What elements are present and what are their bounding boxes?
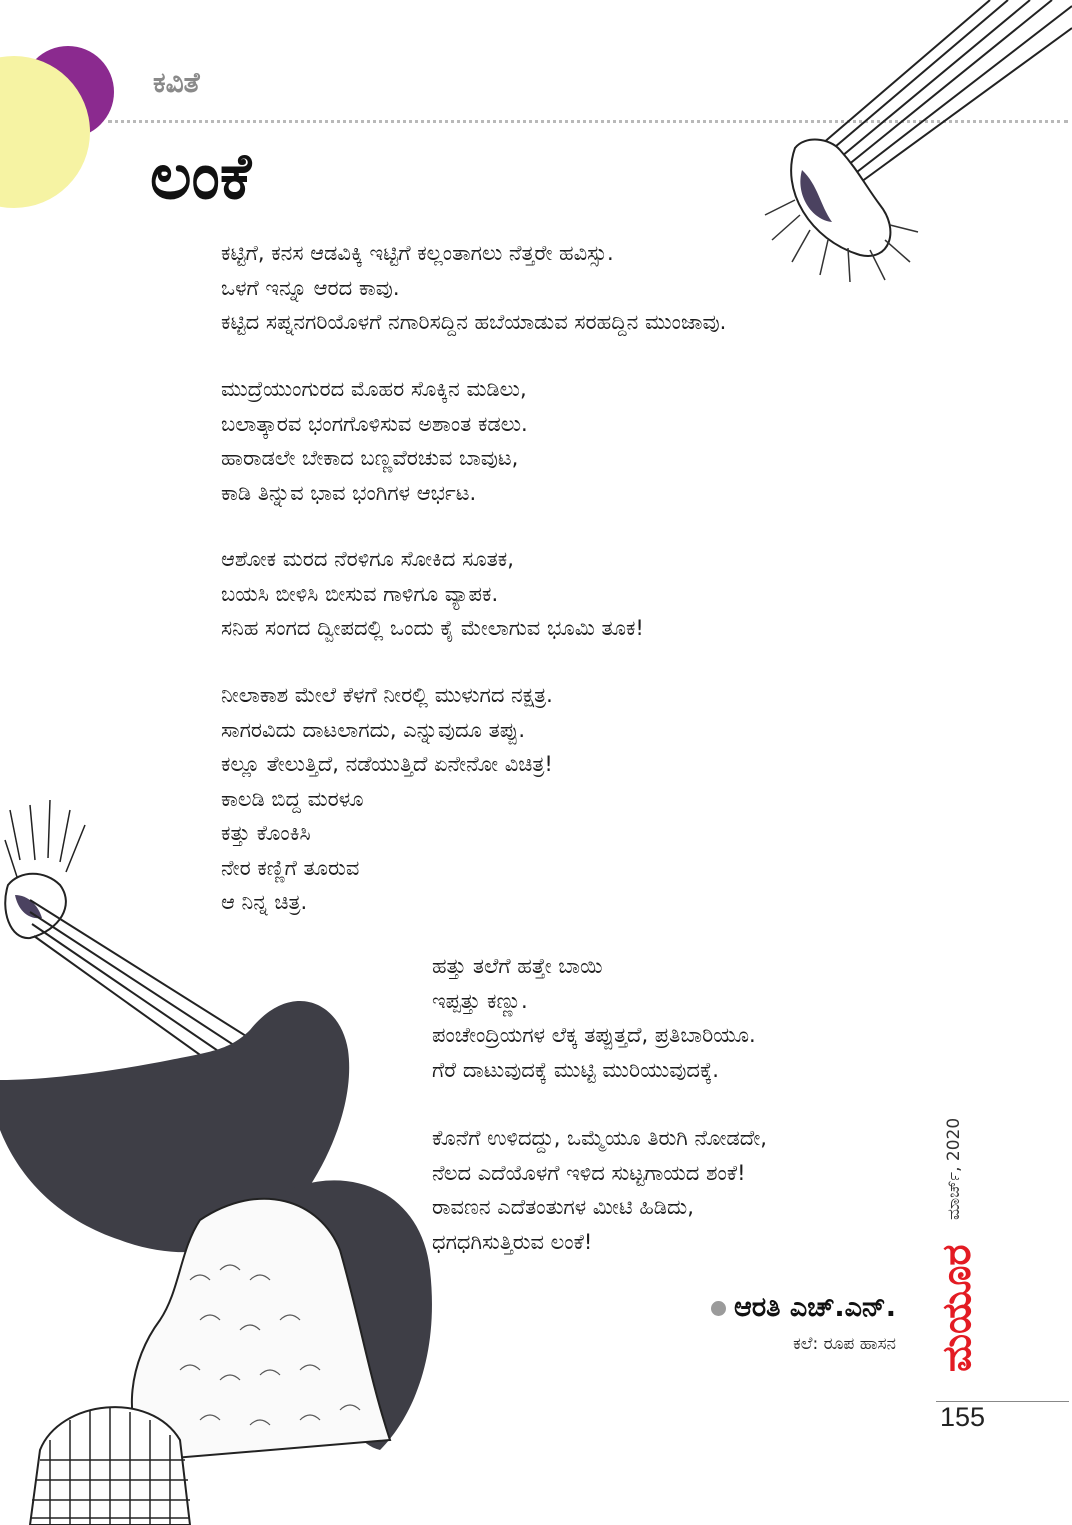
poem-line: ಕತ್ತು ಕೊಂಕಿಸಿ xyxy=(221,821,311,845)
bullet-dot-icon xyxy=(711,1301,726,1316)
poem-line: ಕಟ್ಟಿದ ಸಪ್ನನಗರಿಯೊಳಗೆ ನಗಾರಿಸದ್ದಿನ ಹಬೆಯಾಡುವ ಸರಹದ್ದಿನ ಮುಂಜಾವು. xyxy=(221,310,727,334)
poem-line: ಕಾಡಿ ತಿನ್ನುವ ಭಾವ ಭಂಗಿಗಳ ಆರ್ಭಟ. xyxy=(221,480,477,505)
section-label: ಕವಿತೆ xyxy=(153,66,200,99)
poem-line: ಆ ನಿನ್ನ ಚಿತ್ರ. xyxy=(221,890,308,914)
poem-stanza-1 xyxy=(221,236,726,340)
poem-stanza-3 xyxy=(221,542,644,646)
poem-line: ಸಾಗರವಿದು ದಾಟಲಾಗದು, ಎನ್ನುವುದೂ ತಪ್ಪು. xyxy=(221,717,526,742)
poem-line: ಹತ್ತು ತಲೆಗೆ ಹತ್ತೇ ಬಾಯಿ xyxy=(432,954,603,978)
magazine-logo: ಮಯೂರ xyxy=(934,1244,980,1372)
poem-line: ಕೊನೆಗೆ ಉಳಿದದ್ದು, ಒಮ್ಮೆಯೂ ತಿರುಗಿ ನೋಡದೇ, xyxy=(432,1126,767,1150)
page-number: 155 xyxy=(940,1402,986,1432)
circle-decoration-icon xyxy=(0,0,120,210)
poem-line: ಗೆರೆ ದಾಟುವುದಕ್ಕೆ ಮುಟ್ಟಿ ಮುರಿಯುವುದಕ್ಕೆ. xyxy=(432,1057,719,1082)
hand-holding-strings-illustration xyxy=(740,0,1072,290)
poem-line: ಬಯಸಿ ಬೀಳಿಸಿ ಬೀಸುವ ಗಾಳಿಗೂ ವ್ಯಾಪಕ. xyxy=(221,581,499,606)
poem-line: ನೇರ ಕಣ್ಣಿಗೆ ತೂರುವ xyxy=(221,855,360,880)
poem-stanza-5 xyxy=(432,949,756,1087)
poem-line: ಸನಿಹ ಸಂಗದ ದ್ವೀಪದಲ್ಲಿ ಒಂದು ಕೈ ಮೇಲಾಗುವ ಭೂಮಿ ತೂಕ! xyxy=(221,616,644,640)
art-credit: ಕಲೆ: ರೂಪ ಹಾಸನ xyxy=(793,1334,896,1354)
poem-line: ಮುದ್ರೆಯುಂಗುರದ ಮೊಹರ ಸೊಕ್ಕಿನ ಮಡಿಲು, xyxy=(221,377,527,401)
poem-line: ಬಲಾತ್ಕಾರವ ಭಂಗಗೊಳಿಸುವ ಅಶಾಂತ ಕಡಲು. xyxy=(221,411,528,436)
poem-line: ಕಲ್ಲೂ ತೇಲುತ್ತಿದೆ, ನಡೆಯುತ್ತಿದೆ ಏನೇನೋ ವಿಚಿತ್ರ! xyxy=(221,752,553,776)
page-title: ಲಂಕೆ xyxy=(150,140,252,214)
poem-line: ಕಟ್ಟಿಗೆ, ಕನಸ ಆಡವಿಕ್ಕಿ ಇಟ್ಟಿಗೆ ಕಲ್ಲಂತಾಗಲು ನೆತ್ತರೇ ಹವಿಸ್ಸು. xyxy=(221,241,614,265)
poem-stanza-2 xyxy=(221,372,528,510)
poem-line: ಪಂಚೇಂದ್ರಿಯಗಳ ಲೆಕ್ಕ ತಪ್ಪುತ್ತದೆ, ಪ್ರತಿಬಾರಿಯೂ. xyxy=(432,1023,756,1047)
author-credit xyxy=(711,1292,896,1324)
poem-line: ನೆಲದ ಎದೆಯೊಳಗೆ ಇಳಿದ ಸುಟ್ಟಗಾಯದ ಶಂಕೆ! xyxy=(432,1160,746,1185)
issue-date: ಮಾರ್ಚ್, 2020 xyxy=(944,1117,964,1220)
poem-line: ಕಾಲಡಿ ಬಿದ್ದ ಮರಳೂ xyxy=(221,786,364,811)
poem-stanza-4 xyxy=(221,678,553,920)
poem-line: ಇಪ್ಪತ್ತು ಕಣ್ಣು. xyxy=(432,988,528,1013)
poem-line: ಧಗಧಗಿಸುತ್ತಿರುವ ಲಂಕೆ! xyxy=(432,1229,593,1254)
poem-line: ರಾವಣನ ಎದೆತಂತುಗಳ ಮೀಟಿ ಹಿಡಿದು, xyxy=(432,1195,694,1219)
poem-line: ಹಾರಾಡಲೇ ಬೇಕಾದ ಬಣ್ಣವೆರಚುವ ಬಾವುಟ, xyxy=(221,446,519,470)
poem-stanza-6 xyxy=(432,1121,767,1259)
poem-line: ಒಳಗೆ ಇನ್ನೂ ಆರದ ಕಾವು. xyxy=(221,275,400,300)
poem-line: ನೀಲಾಕಾಶ ಮೇಲೆ ಕೆಳಗೆ ನೀರಲ್ಲಿ ಮುಳುಗದ ನಕ್ಷತ್ರ. xyxy=(221,683,553,707)
poem-line: ಆಶೋಕ ಮರದ ನೆರಳಿಗೂ ಸೋಕಿದ ಸೂತಕ, xyxy=(221,547,514,571)
author-name: ಆರತಿ ಎಚ್.ಎನ್. xyxy=(734,1292,896,1323)
